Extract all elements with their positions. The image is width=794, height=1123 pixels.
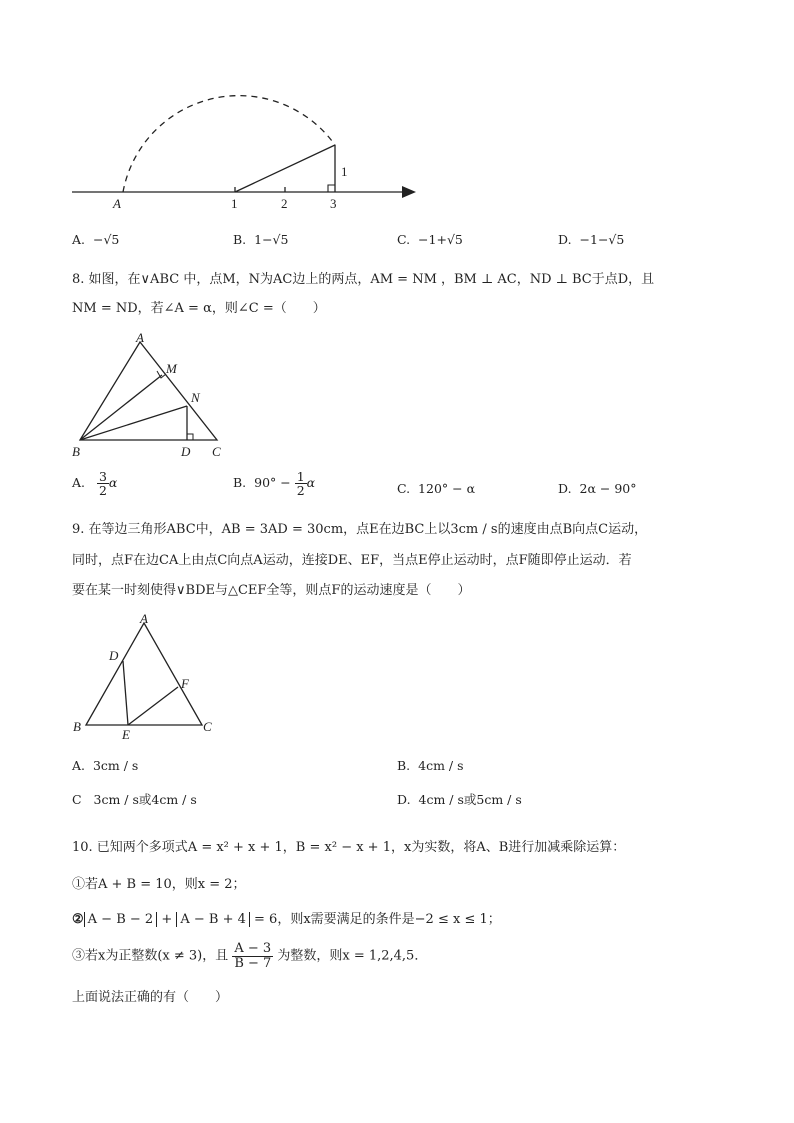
q8-label-N: N — [191, 390, 200, 405]
q9-label-C: C — [203, 719, 212, 734]
q8-segment-bm — [80, 375, 162, 440]
q8-label-B: B — [72, 444, 80, 459]
q9-label-B: B — [73, 719, 81, 734]
q8-right-angle-d — [187, 434, 193, 440]
q8-option-d: D. 2α − 90° — [558, 481, 637, 496]
q10-statement-1: ①若A + B = 10，则x = 2； — [72, 877, 246, 892]
q8-option-c: C. 120° − α — [397, 481, 476, 496]
q7-option-c: C. −1+√5 — [397, 232, 463, 247]
q9-option-b: B. 4cm / s — [397, 758, 464, 773]
q7-tick-label-3: 3 — [330, 196, 337, 211]
q9-segment-de — [123, 661, 128, 725]
q9-segment-ef — [128, 687, 178, 725]
q8-triangle-figure — [70, 330, 240, 460]
q7-axis-arrow — [402, 186, 416, 198]
q8-label-A: A — [136, 330, 144, 345]
q7-option-d: D. −1−√5 — [558, 232, 625, 247]
q9-label-A: A — [140, 611, 148, 626]
q9-triangle-abc — [86, 623, 202, 725]
q7-tick-label-2: 2 — [281, 196, 288, 211]
q10-statement-3: ③若x为正整数(x ≠ 3)，且 $\frac{A - 3}{B - 7}$ 为整数，则x = 1,2,4,5． — [72, 941, 428, 971]
q7-right-angle-mark — [328, 185, 335, 192]
q7-hypotenuse — [235, 145, 335, 192]
q8-stem-line2: NM = ND，若∠A = α，则∠C =（ ） — [72, 301, 326, 316]
q8-label-C: C — [212, 444, 221, 459]
q9-option-a: A. 3cm / s — [72, 758, 139, 773]
q8-segment-bn — [80, 406, 187, 440]
q7-option-a: A. −√5 — [72, 232, 120, 247]
q9-option-d: D. 4cm / s或5cm / s — [397, 792, 522, 807]
q7-option-b: B. 1−√5 — [233, 232, 289, 247]
q9-stem-line2: 同时，点F在边CA上由点C向点A运动，连接DE、EF，当点E停止运动时，点F随即停止运动．若 — [72, 553, 632, 568]
q7-dashed-arc — [123, 96, 335, 192]
q7-label-A: A — [113, 196, 121, 211]
q7-height-label: 1 — [341, 164, 348, 179]
q8-stem-line1: 8. 如图，在∨ABC 中，点M，N为AC边上的两点，AM = NM ，BM ⊥ AC，ND ⊥ BC于点D，且 — [72, 272, 655, 287]
q8-label-D: D — [181, 444, 191, 459]
q9-triangle-figure — [80, 615, 220, 735]
q8-option-a: A. $\frac{3}{2}$ α — [72, 469, 118, 499]
q9-label-E: E — [122, 727, 130, 742]
q8-label-M: M — [166, 361, 177, 376]
q8-option-b: B. 90° − $\frac{1}{2}$ α — [233, 469, 316, 499]
q7-tick-label-1: 1 — [231, 196, 238, 211]
q8-right-angle-m — [157, 371, 166, 378]
q10-question: 上面说法正确的有（ ） — [72, 990, 229, 1005]
q9-label-F: F — [181, 676, 189, 691]
q9-stem-line3: 要在某一时刻使得∨BDE与△CEF全等，则点F的运动速度是（ ） — [72, 583, 471, 598]
q9-stem-line1: 9. 在等边三角形ABC中，AB = 3AD = 30cm，点E在边BC上以3cm / s的速度由点B向点C运动， — [72, 522, 648, 537]
q10-stem-line1: 10. 已知两个多项式A = x² + x + 1，B = x² − x + 1，x为实数，将A、B进行加减乘除运算： — [72, 840, 626, 855]
q10-statement-2: ② A − B − 2 + A − B + 4 = 6，则x需要满足的条件是−2 ≤ x ≤ 1； — [72, 912, 501, 927]
q9-label-D: D — [109, 648, 119, 663]
q9-option-c: C 3cm / s或4cm / s — [72, 792, 197, 807]
